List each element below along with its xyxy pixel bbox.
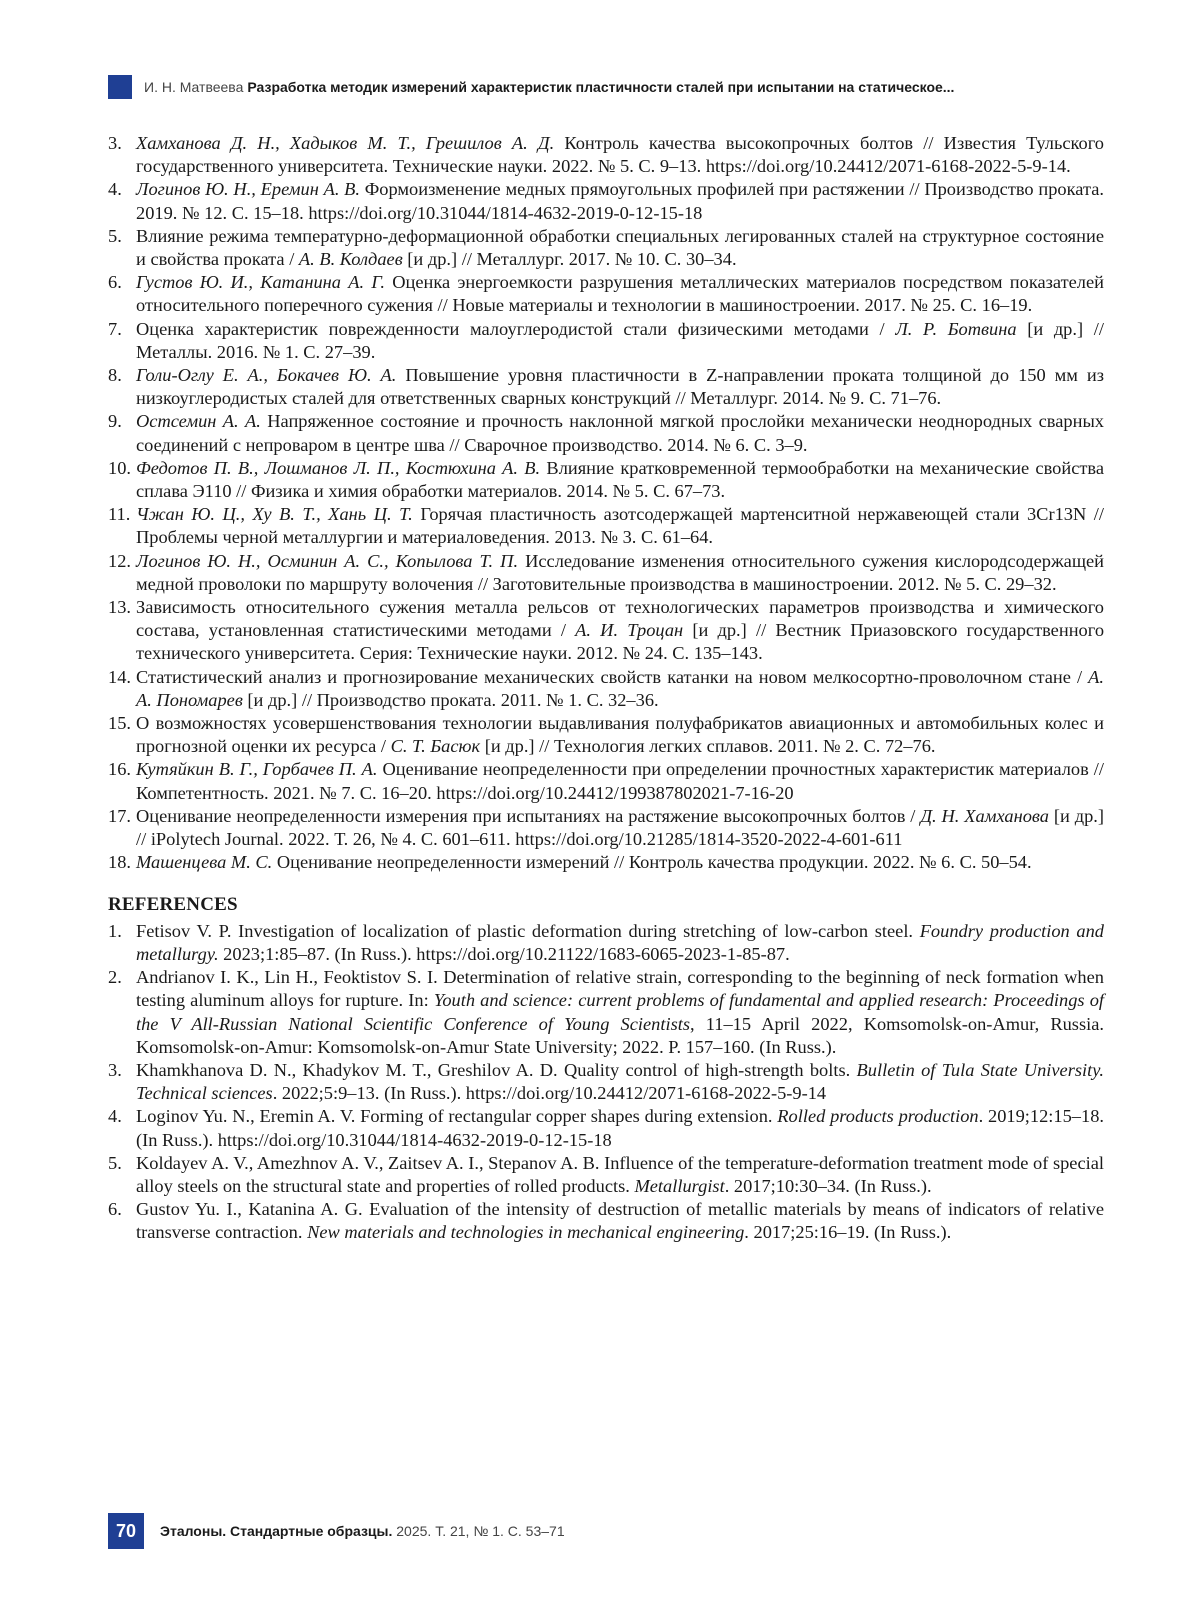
reference-italic: Машенцева М. С. (136, 852, 273, 873)
reference-text: О возможностях усовершенствования технологии выдавливания полуфабрикатов авиационных и автомобильных колес и прогнозной оценки их ресурса / (136, 713, 1104, 757)
reference-italic: Логинов Ю. Н., Осминин А. С., Копылова Т. П. (136, 550, 519, 571)
reference-number: 9. (108, 411, 122, 432)
reference-item (108, 225, 1104, 271)
reference-item (108, 132, 1104, 178)
reference-text: Оценивание неопределенности при определении прочностных характеристик материалов // Компетентность. 2021. № 7. С. 16–20. https://doi.org/10.24412/199387802021-7-16-20 (136, 759, 1104, 803)
footer-issue: 2025. Т. 21, № 1. С. 53–71 (392, 1523, 565, 1539)
header-author: И. Н. Матвеева (144, 79, 244, 95)
reference-item (108, 596, 1104, 666)
reference-text: Оценка характеристик поврежденности малоуглеродистой стали физическими методами / (136, 318, 896, 339)
reference-italic: Чжан Ю. Ц., Ху В. Т., Хань Ц. Т. (136, 504, 413, 525)
reference-item (108, 457, 1104, 503)
reference-italic: Кутяйкин В. Г., Горбачев П. А. (136, 759, 378, 780)
reference-text: [и др.] // iPolytech Journal. 2022. Т. 26, № 4. С. 601–611. https://doi.org/10.21285/1814-3520-2022-4-601-611 (136, 805, 1105, 850)
reference-number: 3. (108, 1059, 122, 1080)
russian-reference-list (108, 132, 1104, 875)
reference-number: 7. (108, 318, 122, 339)
reference-text: [и др.] // Вестник Приазовского государственного технического университета. Серия: Технические науки. 2012. № 24. С. 135–143. (136, 620, 1105, 664)
reference-number: 4. (108, 1106, 122, 1127)
reference-text: Повышение уровня пластичности в Z-направлении проката толщиной до 150 мм из низкоуглеродистых сталей для ответственных сварных конструкций // Металлург. 2014. № 9. С. 71–76. (136, 365, 1104, 409)
page-footer (108, 1513, 565, 1549)
reference-text: Формоизменение медных прямоугольных профилей при растяжении // Производство проката. 2019. № 12. С. 15–18. https://doi.org/10.31044/1814-4632-2019-0-12-15-18 (136, 179, 1104, 223)
reference-item (108, 851, 1104, 874)
running-header (108, 74, 1088, 100)
reference-italic: Foundry production and metallurgy. (136, 920, 1104, 964)
reference-number: 14. (108, 666, 131, 687)
reference-italic: А. И. Троцан (575, 620, 684, 641)
reference-italic: С. Т. Басюк (390, 736, 481, 757)
reference-italic: Хамханова Д. Н., Хадыков М. Т., Грешилов А. Д. (136, 133, 555, 153)
reference-number: 15. (108, 713, 131, 734)
reference-text: Влияние режима температурно-деформационной обработки специальных легированных сталей на структурное состояние и свойства проката / (136, 225, 1104, 270)
reference-italic: Youth and science: current problems of fundamental and applied research: Proceedings of the V All-Russian National Scientific Conference of Young Scientists (136, 990, 1104, 1034)
reference-number: 12. (108, 550, 131, 571)
reference-text: Напряженное состояние и прочность наклонной мягкой прослойки механически неоднородных сварных соединений с непроваром в центре шва // Сварочное производство. 2014. № 6. С. 3–9. (136, 411, 1104, 455)
header-title: Разработка методик измерений характеристик пластичности сталей при испытании на статическое... (247, 79, 955, 95)
reference-item (108, 503, 1104, 549)
reference-text: 2023;1:85–87. (In Russ.). https://doi.org/10.21122/1683-6065-2023-1-85-87. (218, 943, 790, 964)
reference-item (108, 712, 1104, 758)
reference-number: 13. (108, 597, 131, 618)
reference-text: Исследование изменения относительного сужения кислородсодержащей медной проволоки по маршруту волочения // Заготовительные производства в машиностроении. 2012. № 5. С. 29–32. (136, 550, 1104, 594)
reference-item (108, 178, 1104, 224)
reference-number: 4. (108, 179, 122, 200)
reference-text: . 2017;10:30–34. (In Russ.). (724, 1175, 932, 1196)
page-number: 70 (108, 1513, 144, 1549)
reference-text: . 2022;5:9–13. (In Russ.). https://doi.org/10.24412/2071-6168-2022-5-9-14 (272, 1083, 827, 1104)
reference-italic: Rolled products production (777, 1106, 979, 1127)
reference-item (108, 550, 1104, 596)
footer-citation (160, 1523, 565, 1539)
reference-number: 10. (108, 457, 131, 478)
reference-text: Fetisov V. P. Investigation of localization of plastic deformation during stretching of low-carbon steel. (136, 920, 920, 941)
reference-number: 6. (108, 272, 122, 293)
reference-text: Влияние кратковременной термообработки на механические свойства сплава Э110 // Физика и химия обработки материалов. 2014. № 5. С. 67–73. (136, 457, 1104, 502)
reference-item (108, 966, 1104, 1059)
header-text (144, 79, 954, 95)
reference-text: , 11–15 April 2022, Komsomolsk-on-Amur, Russia. Komsomolsk-on-Amur: Komsomolsk-on-Amur State University; 2022. P. 157–160. (In Russ.). (136, 1013, 1104, 1057)
reference-item (108, 1198, 1104, 1244)
reference-number: 1. (108, 920, 122, 941)
reference-item (108, 318, 1104, 364)
reference-text: [и др.] // Технология легких сплавов. 2011. № 2. С. 72–76. (480, 736, 936, 757)
reference-italic: Metallurgist (634, 1175, 725, 1196)
reference-text: Koldayev A. V., Amezhnov A. V., Zaitsev A. I., Stepanov A. B. Influence of the temperature-deformation treatment mode of special alloy steels on the structural state and properties of rolled products. (136, 1152, 1104, 1196)
reference-item (108, 364, 1104, 410)
reference-item (108, 758, 1104, 804)
reference-item (108, 271, 1104, 317)
reference-number: 18. (108, 852, 131, 873)
english-reference-list (108, 920, 1104, 1245)
reference-text: [и др.] // Металлург. 2017. № 10. С. 30–34. (402, 249, 737, 270)
reference-text: [и др.] // Металлы. 2016. № 1. С. 27–39. (136, 318, 1104, 362)
reference-number: 11. (108, 504, 131, 525)
reference-italic: Д. Н. Хамханова (920, 805, 1049, 826)
reference-text: Контроль качества высокопрочных болтов // Известия Тульского государственного университета. Технические науки. 2022. № 5. С. 9–13. https://doi.org/10.24412/2071-6168-2022-5-9-14. (136, 133, 1104, 177)
reference-italic: Bulletin of Tula State University. Technical sciences (136, 1059, 1104, 1104)
reference-item (108, 805, 1104, 851)
reference-text: Горячая пластичность азотсодержащей мартенситной нержавеющей стали 3Cr13N // Проблемы черной металлургии и материаловедения. 2013. № 3. С. 61–64. (136, 504, 1104, 548)
reference-text: Статистический анализ и прогнозирование механических свойств катанки на новом мелкосортно-проволочном стане / (136, 666, 1089, 687)
reference-italic: Голи-Оглу Е. А., Бокачев Ю. А. (136, 365, 397, 386)
reference-italic: Логинов Ю. Н., Еремин А. В. (136, 179, 360, 200)
reference-italic: А. А. Пономарев (136, 666, 1104, 710)
reference-number: 5. (108, 225, 122, 246)
reference-number: 16. (108, 759, 131, 780)
reference-item (108, 1105, 1104, 1151)
reference-number: 2. (108, 967, 122, 988)
reference-number: 6. (108, 1199, 122, 1220)
reference-text: Gustov Yu. I., Katanina A. G. Evaluation of the intensity of destruction of metallic materials by means of indicators of relative transverse contraction. (136, 1199, 1104, 1243)
reference-text: Andrianov I. K., Lin H., Feoktistov S. I. Determination of relative strain, corresponding to the beginning of neck formation when testing aluminum alloys for rupture. In: (136, 967, 1104, 1011)
reference-number: 17. (108, 805, 131, 826)
reference-text: Оценивание неопределенности измерения при испытаниях на растяжение высокопрочных болтов / (136, 805, 921, 826)
reference-text: . 2019;12:15–18. (In Russ.). https://doi.org/10.31044/1814-4632-2019-0-12-15-18 (136, 1106, 1104, 1150)
reference-item (108, 1059, 1104, 1105)
reference-item (108, 410, 1104, 456)
reference-italic: Остсемин А. А. (136, 411, 261, 432)
reference-italic: А. В. Колдаев (298, 249, 403, 270)
reference-number: 8. (108, 365, 122, 386)
reference-italic: New materials and technologies in mechanical engineering (307, 1222, 745, 1243)
reference-text: Зависимость относительного сужения металла рельсов от технологических параметров производства и химического состава, установленная статистическими методами / (136, 597, 1104, 641)
reference-number: 3. (108, 133, 122, 153)
reference-number: 5. (108, 1152, 122, 1173)
reference-italic: Л. Р. Ботвина (895, 318, 1017, 339)
reference-italic: Федотов П. В., Лошманов Л. П., Костюхина А. В. (136, 457, 541, 478)
reference-item (108, 920, 1104, 966)
reference-item (108, 1152, 1104, 1198)
references-heading: REFERENCES (108, 893, 238, 915)
reference-italic: Густов Ю. И., Катанина А. Г. (136, 272, 386, 293)
footer-journal: Эталоны. Стандартные образцы. (160, 1523, 393, 1539)
header-accent-square (108, 75, 132, 99)
reference-text: . 2017;25:16–19. (In Russ.). (744, 1222, 952, 1243)
references-content (108, 132, 1104, 1245)
reference-item (108, 666, 1104, 712)
reference-text: Оценка энергоемкости разрушения металлических материалов посредством показателей относительного поперечного сужения // Новые материалы и технологии в машиностроении. 2017. № 25. С. 16–19. (136, 272, 1104, 316)
reference-text: Loginov Yu. N., Eremin A. V. Forming of rectangular copper shapes during extension. (136, 1106, 778, 1127)
reference-text: [и др.] // Производство проката. 2011. № 1. С. 32–36. (242, 689, 659, 710)
reference-text: Khamkhanova D. N., Khadykov M. T., Greshilov A. D. Quality control of high-strength bolts. (136, 1059, 857, 1080)
reference-text: Оценивание неопределенности измерений // Контроль качества продукции. 2022. № 6. С. 50–54. (272, 852, 1032, 873)
